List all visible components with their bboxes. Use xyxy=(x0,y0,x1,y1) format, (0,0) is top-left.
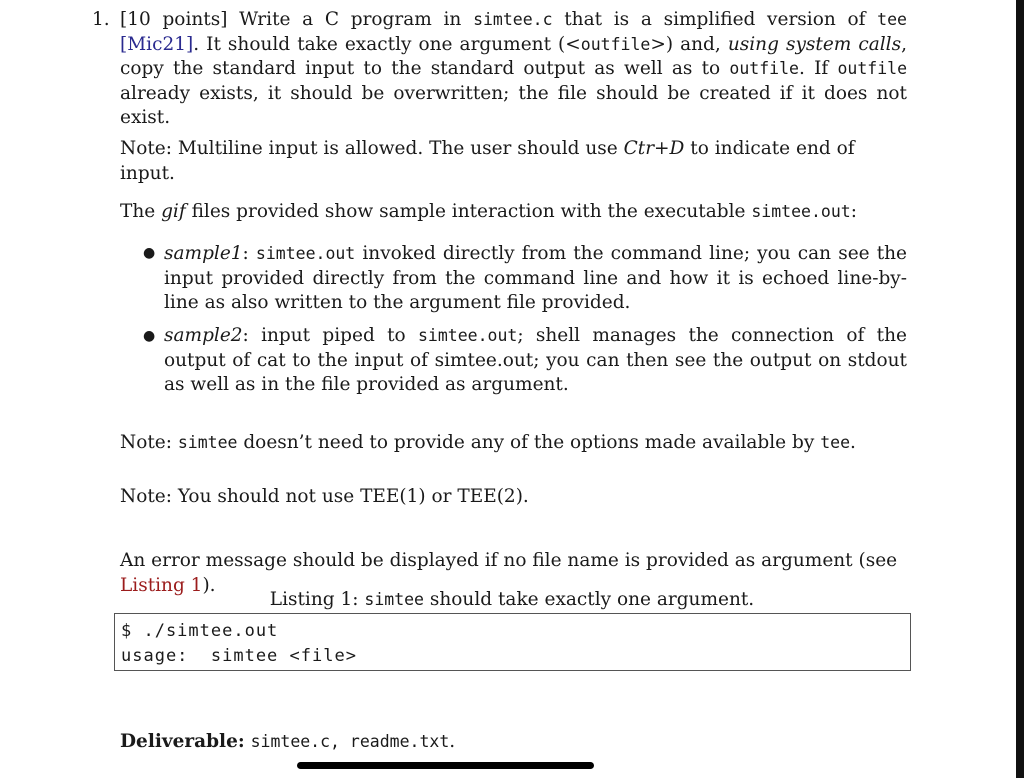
points-label: [10 points] xyxy=(120,9,228,30)
text-run: : input piped to xyxy=(242,325,406,346)
text-run: Listing 1: xyxy=(269,589,359,610)
text-run: invoked directly from the command line; you can see the input provided directly from the command line and how it is echoed line-by-line as also written to the argument file provided. xyxy=(164,243,907,313)
home-indicator[interactable] xyxy=(297,762,594,769)
text-run: The xyxy=(120,201,156,222)
question-number: 1. xyxy=(92,9,110,30)
text-run: ; shell manages the connection of the output of cat to the input of simtee.out; you can then see the output on stdout as well as in the file provided as argument. xyxy=(164,325,907,395)
listing-line: usage: simtee <file> xyxy=(121,646,357,666)
text-run: Note: xyxy=(120,432,172,453)
code-arg: outfile xyxy=(837,59,908,78)
text-run: : xyxy=(850,201,857,222)
text-run: Note: Multiline input is allowed. The user should use xyxy=(120,138,618,159)
text-run: that is a simplified version of xyxy=(564,9,866,30)
text-run: : xyxy=(242,243,249,264)
text-run: , copy the standard input to the standard output as well as to xyxy=(120,33,907,79)
code-command: tee xyxy=(877,10,907,29)
code-executable: simtee.out xyxy=(255,244,356,263)
code-command: tee xyxy=(820,433,851,452)
code-arg: outfile xyxy=(580,34,651,54)
text-run: doesn’t need to provide any of the options made available by xyxy=(243,432,815,453)
bullet-icon: ● xyxy=(143,245,156,261)
listing-line: $ ./simtee.out xyxy=(121,621,279,641)
sample-item xyxy=(164,242,907,316)
listing-reference-link[interactable]: Listing 1 xyxy=(120,574,203,596)
text-run: files provided show sample interaction with the executable xyxy=(191,201,746,222)
text-run: ). xyxy=(202,574,216,596)
code-command: simtee xyxy=(177,433,238,452)
code-filename: simtee.c xyxy=(473,10,553,29)
text-run: . If xyxy=(798,58,829,79)
sample-name: sample2 xyxy=(164,325,243,346)
sample-item xyxy=(164,324,907,398)
text-run: An error message should be displayed if no file name is provided as argument (see xyxy=(120,550,898,571)
sample-name: sample1 xyxy=(164,243,243,264)
emphasis: using system calls xyxy=(727,33,902,55)
text-run: . xyxy=(850,432,856,453)
citation-link[interactable]: [Mic21] xyxy=(120,33,194,55)
deliverable xyxy=(120,730,907,755)
gif-intro xyxy=(120,200,907,225)
code-executable: simtee.out xyxy=(417,326,518,345)
deliverable-label: Deliverable: xyxy=(120,731,245,752)
text-run: Write a C program in xyxy=(239,9,462,30)
text-run: should take exactly one argument. xyxy=(429,589,755,610)
note-multiline xyxy=(120,137,907,186)
text-run: to indicate end of input. xyxy=(120,138,855,184)
deliverable-files: simtee.c, readme.txt xyxy=(250,732,450,751)
text-run: . It should take exactly one argument (< xyxy=(193,33,581,55)
bullet-icon: ● xyxy=(143,328,156,344)
text-run: already exists, it should be overwritten; the file should be created if it does not exist. xyxy=(120,82,907,128)
question-statement xyxy=(120,8,907,131)
text-run: >) and, xyxy=(650,33,721,55)
code-command: simtee xyxy=(364,590,424,609)
code-executable: simtee.out xyxy=(751,202,851,221)
emphasis: gif xyxy=(161,201,186,222)
page-edge-bar xyxy=(1016,0,1024,778)
emphasis: Ctr+D xyxy=(623,138,685,159)
note-options xyxy=(120,431,907,456)
code-arg: outfile xyxy=(729,59,799,78)
code-listing xyxy=(114,613,911,671)
listing-caption xyxy=(0,588,1024,612)
text-run: . xyxy=(449,731,456,752)
note-no-tee: Note: You should not use TEE(1) or TEE(2). xyxy=(120,486,529,507)
